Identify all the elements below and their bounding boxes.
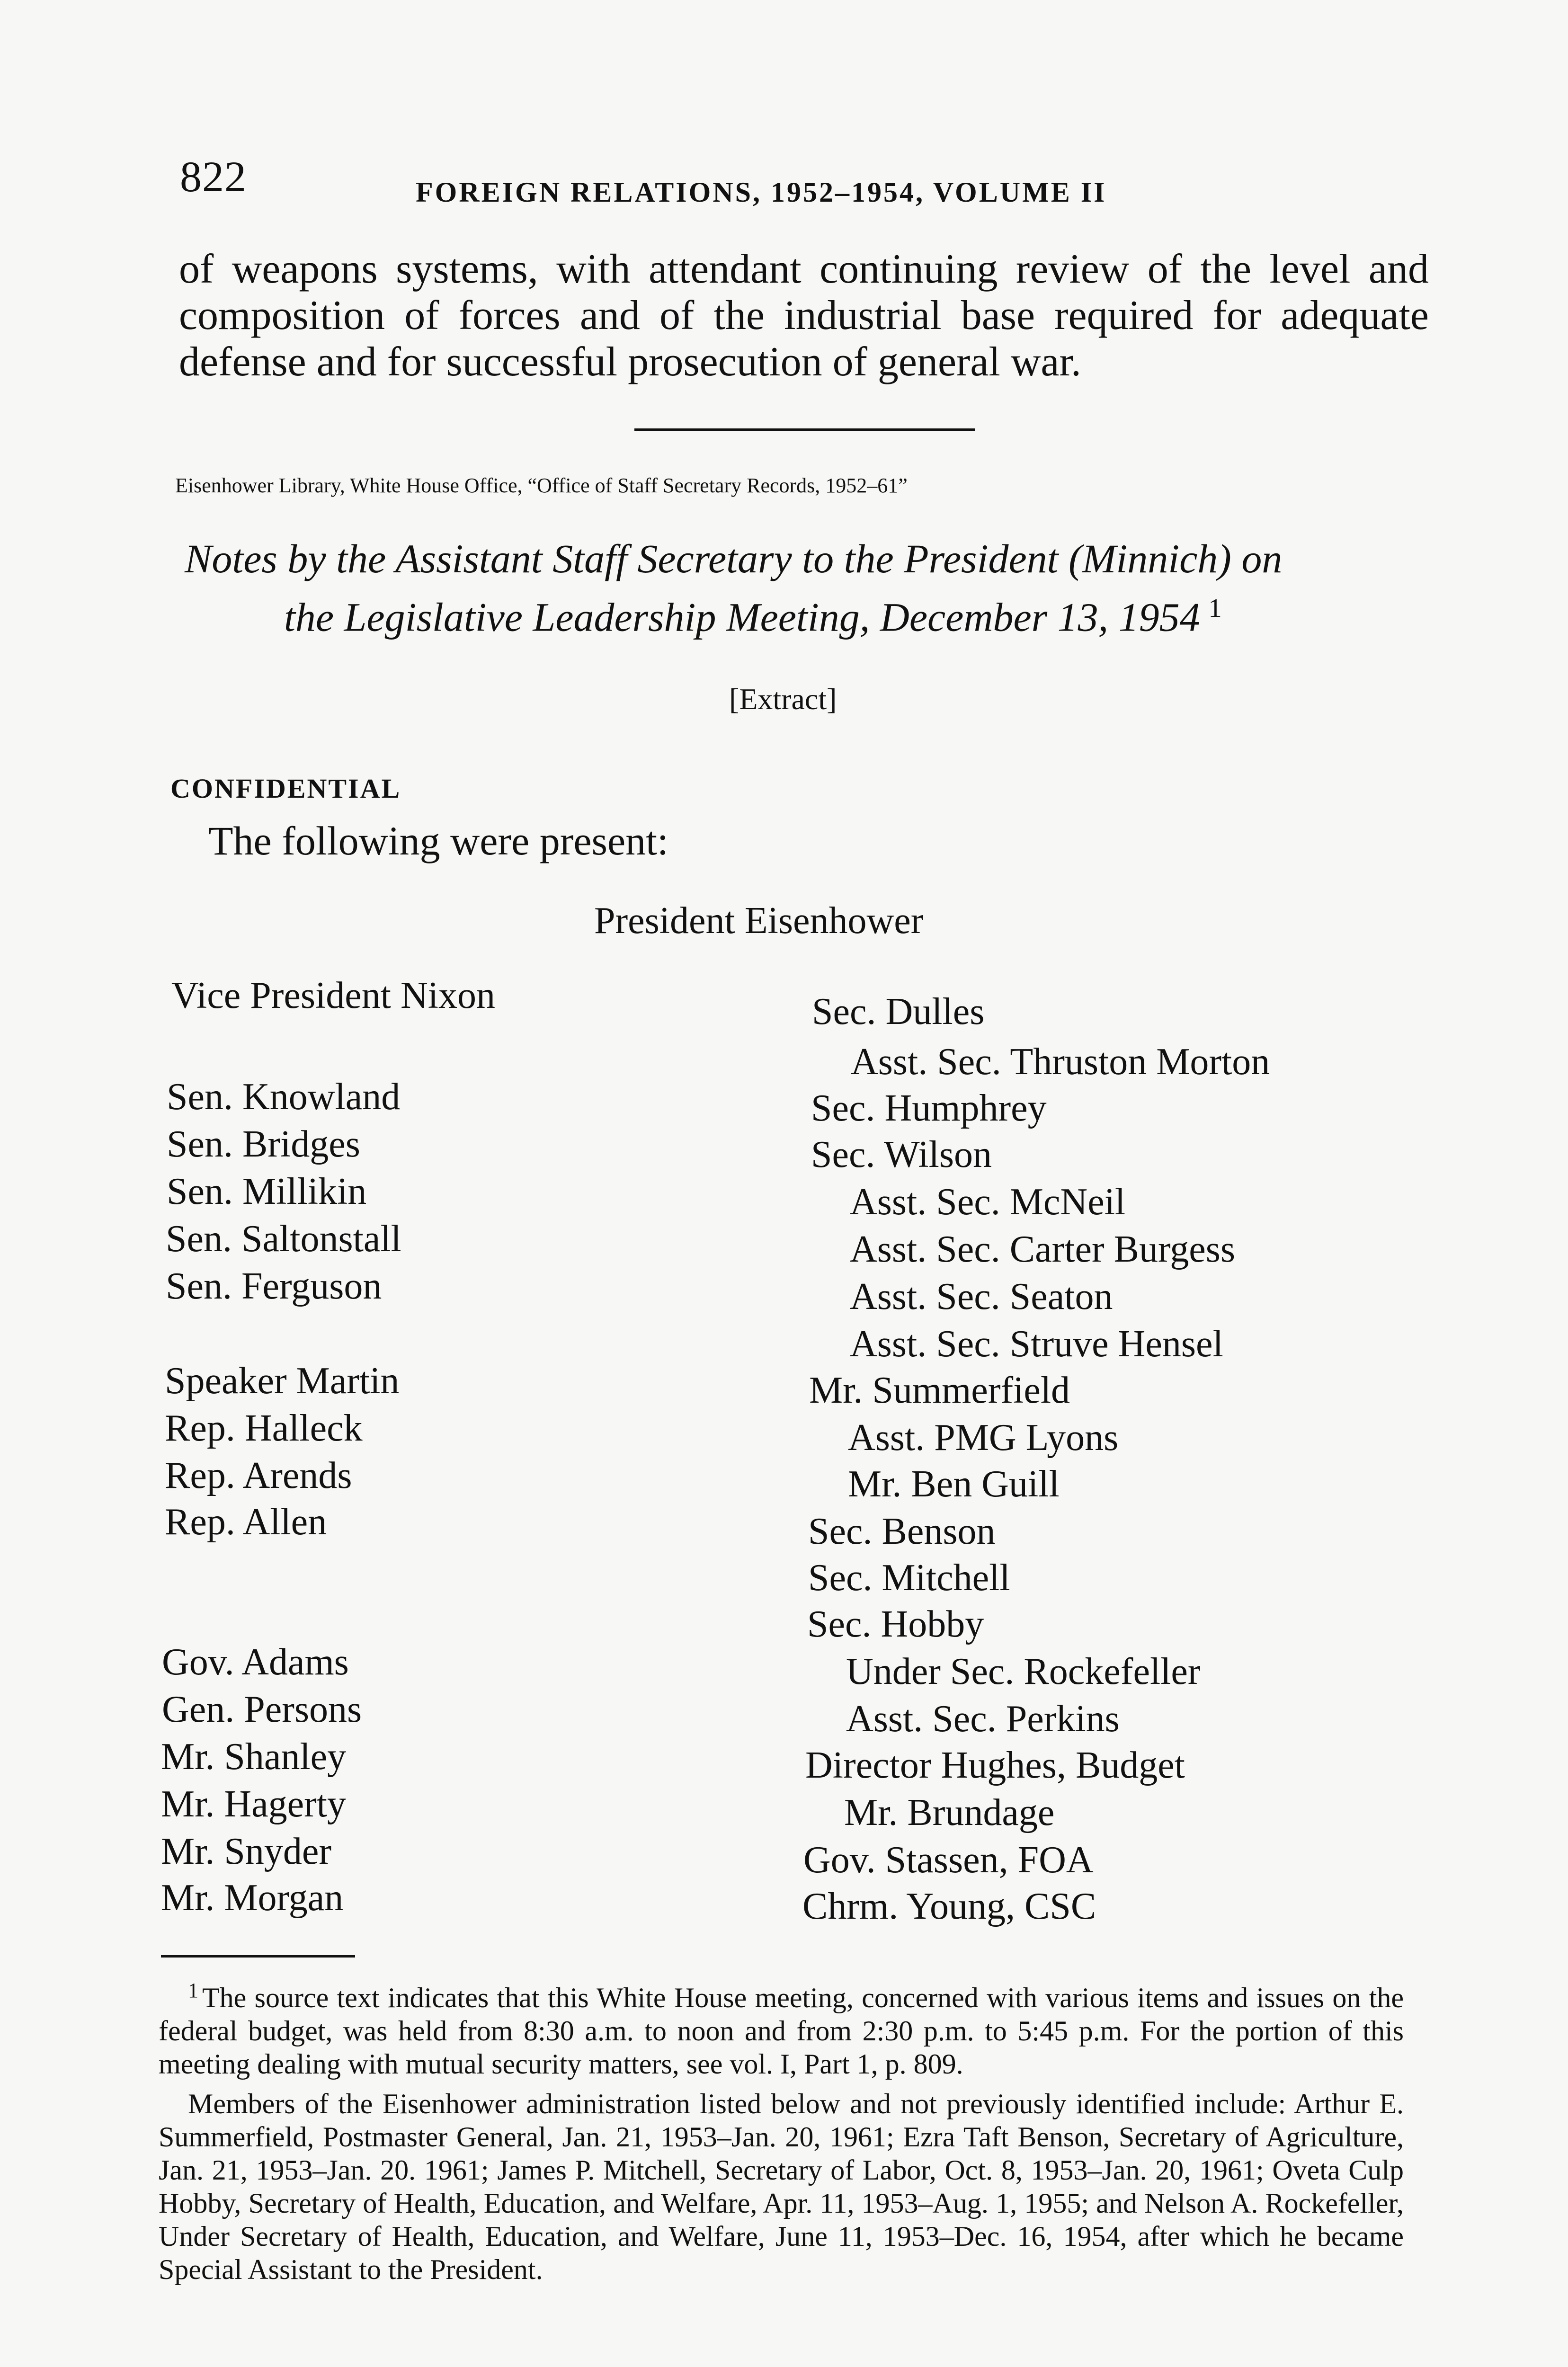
- extract-label: [Extract]: [729, 682, 837, 716]
- attendee-left: Sen. Ferguson: [166, 1265, 382, 1307]
- title-footnote-marker[interactable]: 1: [1208, 594, 1222, 623]
- attendee-president: President Eisenhower: [594, 900, 924, 942]
- attendee-left: Mr. Hagerty: [161, 1783, 347, 1825]
- attendee-left: Mr. Shanley: [161, 1736, 347, 1778]
- attendee-right: Asst. Sec. Struve Hensel: [850, 1323, 1223, 1365]
- attendee-left: Gov. Adams: [162, 1641, 349, 1683]
- attendee-left: Speaker Martin: [165, 1360, 400, 1402]
- attendee-left: Sen. Knowland: [167, 1076, 401, 1118]
- attendee-right: Asst. Sec. Seaton: [850, 1276, 1113, 1317]
- attendee-left: Vice President Nixon: [171, 975, 495, 1016]
- attendee-right: Sec. Hobby: [807, 1603, 984, 1645]
- attendee-right: Under Sec. Rockefeller: [846, 1651, 1201, 1692]
- attendee-right: Sec. Wilson: [811, 1134, 992, 1175]
- attendee-right: Asst. PMG Lyons: [848, 1417, 1119, 1459]
- attendee-right: Asst. Sec. Carter Burgess: [850, 1228, 1235, 1270]
- attendee-left: Mr. Snyder: [161, 1831, 331, 1872]
- attendance-intro: The following were present:: [208, 818, 668, 863]
- page-number: 822: [180, 152, 247, 201]
- attendee-left: Rep. Halleck: [165, 1407, 363, 1449]
- attendee-left: Sen. Bridges: [167, 1123, 360, 1165]
- attendee-left: Sen. Saltonstall: [166, 1218, 401, 1260]
- attendee-right: Sec. Humphrey: [811, 1087, 1047, 1129]
- attendee-right: Mr. Ben Guill: [848, 1463, 1060, 1505]
- footnote-1: [159, 1974, 1404, 2081]
- attendee-right: Chrm. Young, CSC: [802, 1886, 1096, 1927]
- footnote-divider: [161, 1955, 355, 1958]
- attendee-right: Mr. Brundage: [844, 1792, 1055, 1833]
- continued-paragraph: of weapons systems, with attendant continuing review of the level and composition of forces and of the industrial base required for adequate defense and for successful prosecution of general war.: [179, 246, 1429, 385]
- footnote-1-marker: 1: [188, 1979, 198, 2002]
- attendee-right: Sec. Dulles: [812, 991, 985, 1032]
- attendee-right: Asst. Sec. McNeil: [850, 1181, 1126, 1223]
- document-title: [185, 534, 1425, 642]
- attendee-left: Mr. Morgan: [161, 1877, 344, 1919]
- document-title-line-2-text: the Legislative Leadership Meeting, December 13, 1954: [284, 594, 1200, 640]
- attendee-right: Sec. Benson: [808, 1511, 996, 1552]
- attendee-left: Rep. Arends: [165, 1455, 352, 1496]
- attendee-right: Gov. Stassen, FOA: [803, 1839, 1094, 1881]
- source-citation: Eisenhower Library, White House Office, “Office of Staff Secretary Records, 1952–61”: [175, 474, 908, 497]
- document-title-line-1: Notes by the Assistant Staff Secretary to the President (Minnich) on: [185, 536, 1283, 581]
- classification-marking: CONFIDENTIAL: [170, 773, 401, 804]
- attendee-right: Sec. Mitchell: [808, 1557, 1010, 1599]
- attendee-right: Asst. Sec. Thruston Morton: [851, 1041, 1270, 1083]
- footnote-1-text: The source text indicates that this White House meeting, concerned with various items and issues on the federal budget, was held from 8:30 a.m. to noon and from 2:30 p.m. to 5:45 p.m. For the portion of this meeting dealing with mutual security matters, see vol. I, Part 1, p. 809.: [159, 1982, 1404, 2080]
- section-divider: [634, 428, 975, 431]
- attendee-right: Asst. Sec. Perkins: [846, 1698, 1120, 1740]
- attendee-right: Director Hughes, Budget: [805, 1744, 1185, 1786]
- footnote-1-continuation: Members of the Eisenhower administration listed below and not previously identified include: Arthur E. Summerfield, Postmaster General, Jan. 21, 1953–Jan. 20, 1961; Ezra Taft Benson, Secretary of Agriculture, Jan. 21, 1953–Jan. 20. 1961; James P. Mitchell, Secretary of Labor, Oct. 8, 1953–Jan. 20, 1961; Oveta Culp Hobby, Secretary of Health, Education, and Welfare, Apr. 11, 1953–Aug. 1, 1955; and Nelson A. Rockefeller, Under Secretary of Health, Education, and Welfare, June 11, 1953–Dec. 16, 1954, after which he became Special Assistant to the President.: [159, 2088, 1404, 2285]
- attendee-left: Rep. Allen: [165, 1501, 327, 1543]
- attendee-right: Mr. Summerfield: [809, 1370, 1070, 1411]
- running-head: FOREIGN RELATIONS, 1952–1954, VOLUME II: [416, 177, 1107, 208]
- attendee-left: Sen. Millikin: [167, 1171, 367, 1212]
- document-title-line-2: [185, 584, 1425, 642]
- footnotes: [159, 1974, 1404, 2293]
- attendee-left: Gen. Persons: [162, 1689, 362, 1730]
